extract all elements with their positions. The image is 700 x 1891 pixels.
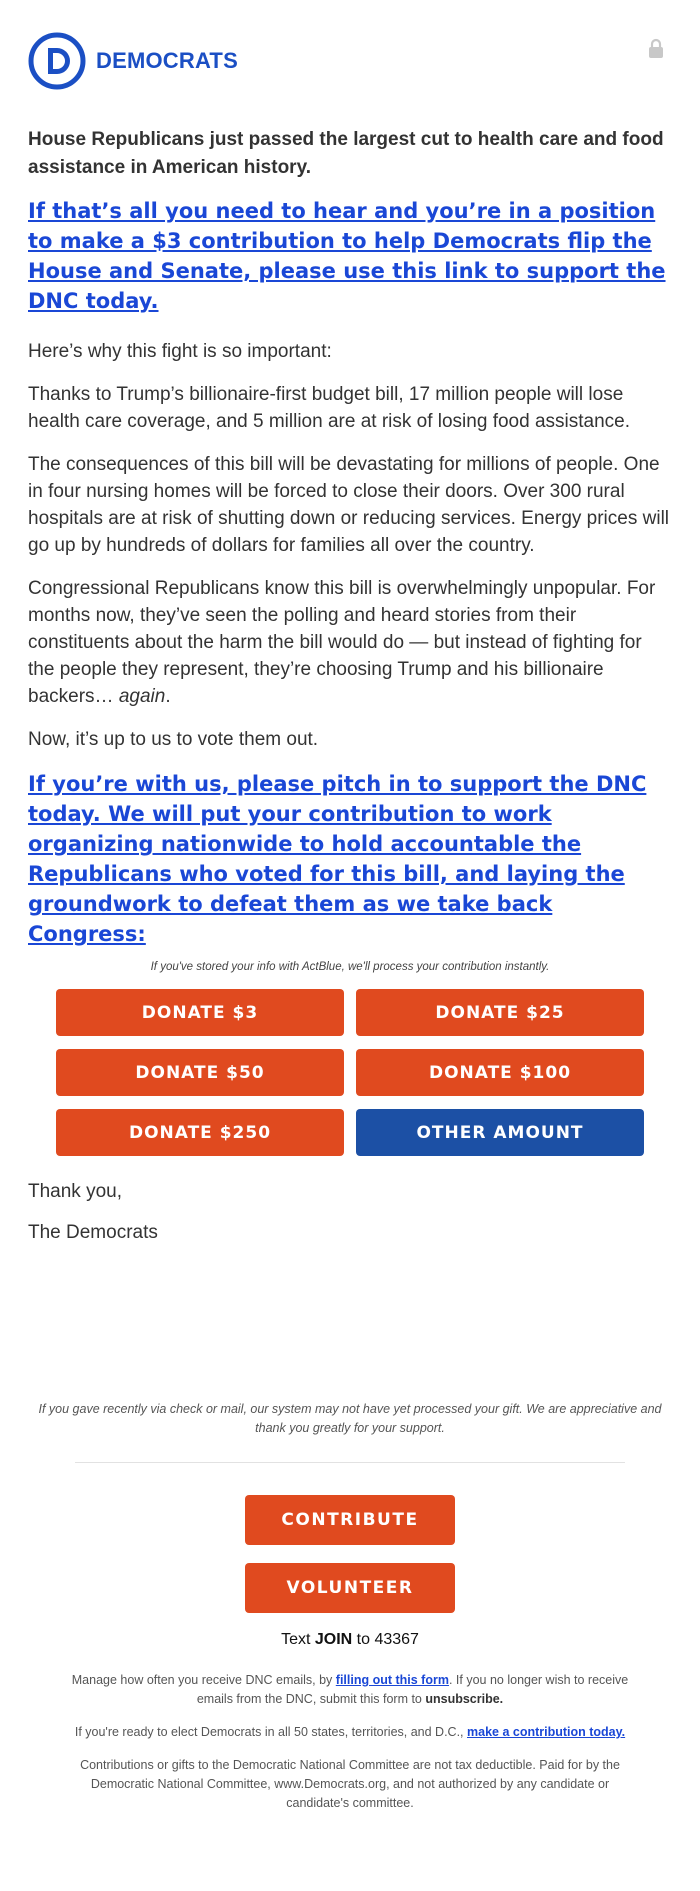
actblue-note: If you've stored your info with ActBlue, we'll process your contribution instantly. <box>150 961 550 973</box>
other-amount-button[interactable]: OTHER AMOUNT <box>356 1109 644 1156</box>
lock-icon <box>648 38 664 58</box>
donate-100-button[interactable]: DONATE $100 <box>356 1049 644 1096</box>
paragraph-4-end: . <box>165 686 171 707</box>
manage-pre: Manage how often you receive DNC emails, by <box>71 1673 336 1687</box>
paragraph-4-text: Congressional Republicans know this bill is overwhelmingly unpopular. For months now, they’ve seen the polling and heard stories from their constituents about the harm the bill would do — but instead of fighting for the people they represent, they’re choosing Trump and his billionaire backers… <box>28 578 656 707</box>
make-contribution-link[interactable]: make a contribution today. <box>467 1725 626 1739</box>
body-paragraph-4 <box>28 575 672 710</box>
text-join-line <box>28 1631 672 1649</box>
body-paragraph-2: Thanks to Trump’s billionaire-first budget bill, 17 million people will lose health care coverage, and 5 million are at risk of losing food assistance. <box>28 384 630 432</box>
body-paragraph-5: Now, it’s up to us to vote them out. <box>28 729 319 750</box>
body-paragraph-3: The consequences of this bill will be devastating for millions of people. One in four nursing homes will be forced to close their doors. Over 300 rural hospitals are at risk of shutting down or reducing services. Energy prices will go up by hundreds of dollars for families all over the country. <box>28 454 670 556</box>
paragraph-4-emphasis: again <box>118 686 166 707</box>
logo-wordmark: DEMOCRATS <box>96 48 238 73</box>
gift-processing-note: If you gave recently via check or mail, our system may not have yet processed your gift. We are appreciative and thank you greatly for your support. <box>38 1402 662 1435</box>
text-join-number: to 43367 <box>352 1631 419 1648</box>
manage-mid: . If you no longer wish to receive emails from the DNC, submit this form to <box>196 1673 629 1706</box>
contribute-3-link[interactable]: If that’s all you need to hear and you’re in a position to make a $3 contribution to help Democrats flip the House and Senate, please use this link to support the DNC today. <box>28 199 666 313</box>
dnc-logo-mark-icon <box>28 32 86 90</box>
manage-emails-note <box>70 1671 630 1709</box>
elect-democrats-note <box>70 1723 630 1742</box>
dnc-logo[interactable] <box>28 32 238 90</box>
donate-3-button[interactable]: DONATE $3 <box>56 989 344 1036</box>
elect-pre: If you're ready to elect Democrats in all 50 states, territories, and D.C., <box>74 1725 467 1739</box>
legal-disclaimer: Contributions or gifts to the Democratic National Committee are not tax deductible. Paid for by the Democratic National Committee, www.Democrats.org, and not authorized by any candidate or candidate's committee. <box>80 1758 620 1810</box>
unsubscribe-link[interactable]: unsubscribe. <box>425 1692 504 1706</box>
lead-paragraph: House Republicans just passed the largest cut to health care and food assistance in American history. <box>28 129 664 178</box>
email-header <box>28 28 672 88</box>
manage-form-link[interactable]: filling out this form <box>335 1673 449 1687</box>
support-dnc-link[interactable]: If you’re with us, please pitch in to support the DNC today. We will put your contribution to work organizing nationwide to hold accountable the Republicans who voted for this bill, and laying the groundwork to defeat them as we take back Congress: <box>28 772 647 946</box>
footer-divider <box>75 1462 625 1463</box>
body-paragraph-1: Here’s why this fight is so important: <box>28 341 332 362</box>
donate-button-grid <box>56 989 672 1156</box>
contribute-button[interactable]: CONTRIBUTE <box>245 1495 455 1545</box>
volunteer-button[interactable]: VOLUNTEER <box>245 1563 455 1613</box>
donate-50-button[interactable]: DONATE $50 <box>56 1049 344 1096</box>
signoff-thanks: Thank you, <box>28 1181 122 1202</box>
email-footer <box>28 1400 672 1827</box>
signoff-name: The Democrats <box>28 1222 158 1243</box>
donate-250-button[interactable]: DONATE $250 <box>56 1109 344 1156</box>
text-join-pre: Text <box>281 1631 315 1648</box>
donate-25-button[interactable]: DONATE $25 <box>356 989 644 1036</box>
text-join-keyword: JOIN <box>314 1631 353 1648</box>
email-body <box>28 126 672 1246</box>
